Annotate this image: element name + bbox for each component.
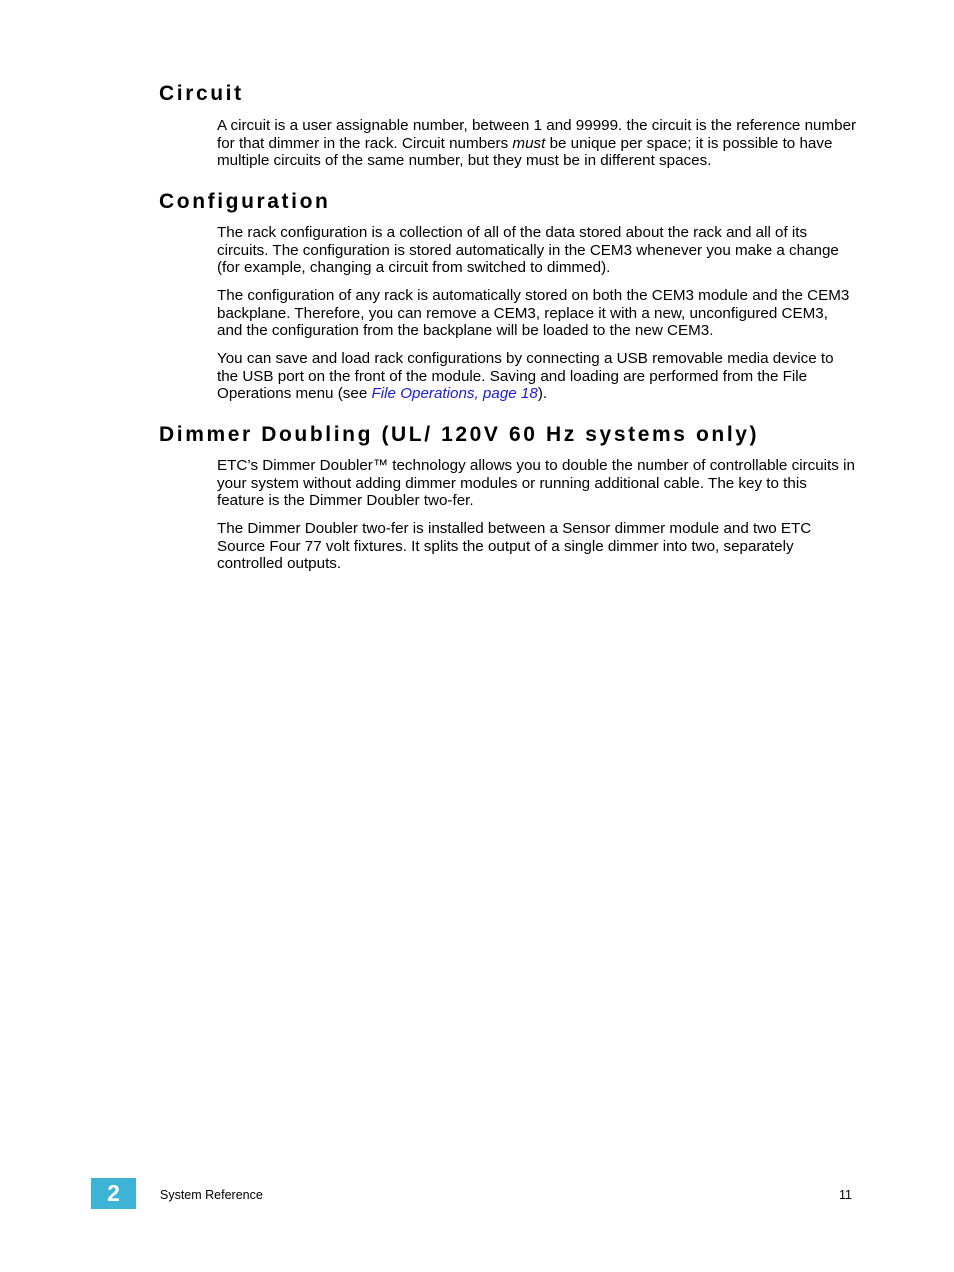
footer-page-number: 11 [839, 1188, 852, 1202]
paragraph-configuration-1: The rack configuration is a collection of all of the data stored about the rack and all of its circuits. The configuration is stored automatically in the CEM3 whenever you make a change (for example, changing a circuit from switched to dimmed). [217, 224, 839, 277]
paragraph-dimmer-doubling-1: ETC’s Dimmer Doubler™ technology allows you to double the number of controllable circuits in your system without adding dimmer modules or running additional cable. The key to this feature is the Dimmer Doubler two-fer. [217, 457, 855, 510]
emphasis-must: must [512, 134, 546, 152]
paragraph-circuit [217, 117, 857, 170]
paragraph-configuration-3 [217, 350, 857, 403]
paragraph-configuration-3-part2: ). [537, 385, 548, 403]
paragraph-circuit-part1: A circuit is a user assignable number, between 1 and 99999. the circuit is the reference number for that dimmer in the rack. Circuit numbers [217, 117, 857, 152]
paragraph-configuration-2: The configuration of any rack is automatically stored on both the CEM3 module and the CEM3 backplane. Therefore, you can remove a CEM3, replace it with a new, unconfigured CEM3, and the configuration from the backplane will be loaded to the new CEM3. [217, 287, 850, 340]
heading-dimmer-doubling: Dimmer Doubling (UL/ 120V 60 Hz systems only) [159, 423, 760, 446]
paragraph-circuit-part2: be unique per space; it is possible to have multiple circuits of the same number, but they must be in different spaces. [217, 134, 833, 170]
paragraph-configuration-3-part1: You can save and load rack configurations by connecting a USB removable media device to the USB port on the front of the module. Saving and loading are performed from the File Operations menu (see [217, 350, 834, 403]
chapter-number-badge: 2 [91, 1178, 136, 1209]
footer-section-title: System Reference [160, 1188, 263, 1202]
paragraph-dimmer-doubling-2: The Dimmer Doubler two-fer is installed between a Sensor dimmer module and two ETC Source Four 77 volt fixtures. It splits the output of a single dimmer into two, separately controlled outputs. [217, 520, 812, 573]
file-operations-link[interactable]: File Operations, page 18 [371, 385, 538, 403]
heading-circuit: Circuit [159, 82, 244, 105]
heading-configuration: Configuration [159, 190, 331, 213]
